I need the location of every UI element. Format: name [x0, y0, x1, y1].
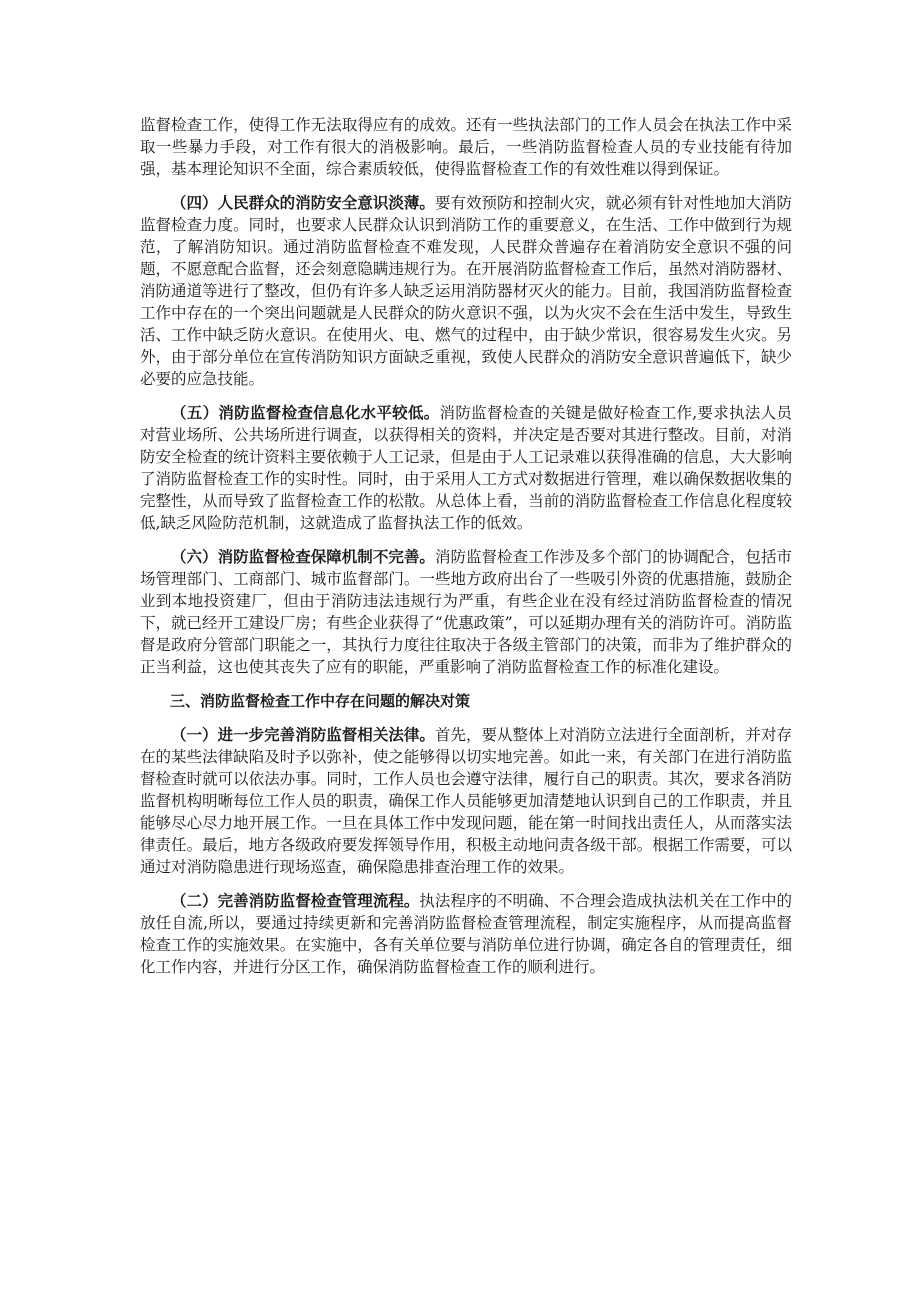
document-page	[140, 114, 792, 990]
paragraph-heading: （六）消防监督检查保障机制不完善。	[171, 547, 435, 566]
paragraph-continuation	[140, 114, 792, 180]
paragraph-heading: （二）完善消防监督检查管理流程。	[171, 891, 420, 910]
paragraph-text: 执法程序的不明确、不合理会造成执法机关在工作中的放任自流,所以，要通过持续更新和完善消防监督检查管理流程，制定实施程序，从而提高监督检查工作的实施效果。在实施中，各有关单位要与消防单位进行协调，确定各自的管理责任，细化工作内容，并进行分区工作，确保消防监督检查工作的顺利进行。	[140, 892, 792, 976]
paragraph-text: 监督检查工作，使得工作无法取得应有的成效。还有一些执法部门的工作人员会在执法工作中采取一些暴力手段，对工作有很大的消极影响。最后，一些消防监督检查人员的专业技能有待加强，基本理论知识不全面，综合素质较低，使得监督检查工作的有效性难以得到保证。	[140, 116, 792, 178]
paragraph-heading: （五）消防监督检查信息化水平较低。	[171, 403, 440, 422]
paragraph-informatization	[140, 402, 792, 534]
paragraph-text: 要有效预防和控制火灾，就必须有针对性地加大消防监督检查力度。同时，也要求人民群众认识到消防工作的重要意义，在生活、工作中做到行为规范，了解消防知识。通过消防监督检查不难发现，人民群众普遍存在着消防安全意识不强的问题，不愿意配合监督，还会刻意隐瞒违规行为。在开展消防监督检查工作后，虽然对消防器材、消防通道等进行了整改，但仍有许多人缺乏运用消防器材灭火的能力。目前，我国消防监督检查工作中存在的一个突出问题就是人民群众的防火意识不强，以为火灾不会在生活中发生，导致生活、工作中缺乏防火意识。在使用火、电、燃气的过程中，由于缺少常识，很容易发生火灾。另外，由于部分单位在宣传消防知识方面缺乏重视，致使人民群众的消防安全意识普遍低下，缺少必要的应急技能。	[140, 194, 792, 388]
paragraph-heading: （四）人民群众的消防安全意识淡薄。	[171, 193, 435, 212]
paragraph-management-process	[140, 890, 792, 978]
paragraph-public-awareness	[140, 192, 792, 390]
paragraph-guarantee-mechanism	[140, 546, 792, 678]
paragraph-text: 消防监督检查的关键是做好检查工作,要求执法人员对营业场所、公共场所进行调查，以获得相关的资料，并决定是否要对其进行整改。目前，对消防安全检查的统计资料主要依赖于人工记录，但是由于人工记录难以获得准确的信息，大大影响了消防监督检查工作的实时性。同时，由于采用人工方式对数据进行管理，难以确保数据收集的完整性，从而导致了监督检查工作的松散。从总体上看，当前的消防监督检查工作信息化程度较低,缺乏风险防范机制，这就造成了监督执法工作的低效。	[140, 404, 792, 532]
paragraph-heading: （一）进一步完善消防监督相关法律。	[171, 725, 435, 744]
section-heading: 三、消防监督检查工作中存在问题的解决对策	[170, 692, 471, 710]
paragraph-text: 首先，要从整体上对消防立法进行全面剖析，并对存在的某些法律缺陷及时予以弥补，使之能够得以切实地完善。如此一来，有关部门在进行消防监督检查时就可以依法办事。同时，工作人员也会遵守法律，履行自己的职责。其次，要求各消防监督机构明晰每位工作人员的职责，确保工作人员能够更加清楚地认识到自己的工作职责，并且能够尽心尽力地开展工作。一旦在具体工作中发现问题，能在第一时间找出责任人，从而落实法律责任。最后，地方各级政府要发挥领导作用，积极主动地问责各级干部。根据工作需要，可以通过对消防隐患进行现场巡查，确保隐患排查治理工作的效果。	[140, 726, 792, 876]
paragraph-text: 消防监督检查工作涉及多个部门的协调配合，包括市场管理部门、工商部门、城市监督部门。一些地方政府出台了一些吸引外资的优惠措施，鼓励企业到本地投资建厂，但由于消防违法违规行为严重，有些企业在没有经过消防监督检查的情况下，就已经开工建设厂房；有些企业获得了“优惠政策”，可以延期办理有关的消防许可。消防监督是政府分管部门职能之一，其执行力度往往取决于各级主管部门的决策，而非为了维护群众的正当利益，这也使其丧失了应有的职能，严重影响了消防监督检查工作的标准化建设。	[140, 548, 792, 676]
paragraph-improve-laws	[140, 724, 792, 878]
